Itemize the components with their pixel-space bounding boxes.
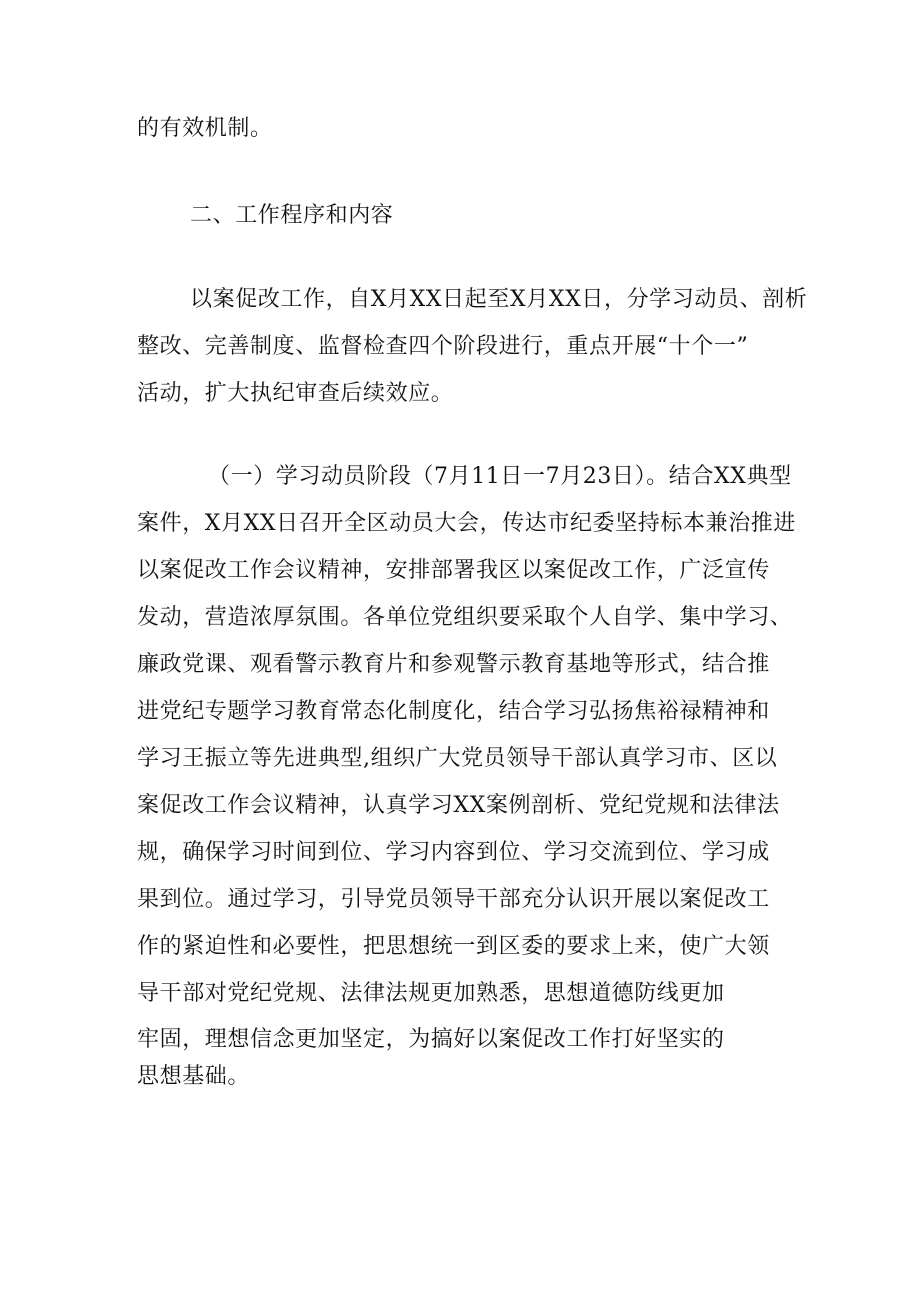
paragraph-line: 廉政党课、观看警示教育片和参观警示教育基地等形式，结合推 [137, 652, 770, 677]
paragraph-line: 整改、完善制度、监督检查四个阶段进行，重点开展“十个一” [137, 334, 749, 359]
paragraph-line: 牢固，理想信念更加坚定，为搞好以案促改工作打好坚实的 [137, 1027, 725, 1052]
paragraph-line: 思想基础。 [137, 1064, 251, 1089]
paragraph-line: 案促改工作会议精神，认真学习XX案例剖析、党纪党规和法律法 [137, 793, 780, 818]
section-heading: 二、工作程序和内容 [190, 203, 394, 228]
paragraph-line: 的有效机制。 [137, 116, 273, 141]
paragraph-line: 发动，营造浓厚氛围。各单位党组织要采取个人自学、集中学习、 [137, 605, 793, 630]
paragraph-line: 作的紧迫性和必要性，把思想统一到区委的要求上来，使广大领 [137, 934, 770, 959]
paragraph-line: 导干部对党纪党规、法律法规更加熟悉，思想道德防线更加 [137, 981, 725, 1006]
paragraph-line: 学习王振立等先进典型,组织广大党员领导干部认真学习市、区以 [137, 746, 778, 771]
paragraph-line: 活动，扩大执纪审查后续效应。 [137, 381, 454, 406]
paragraph-line: 规，确保学习时间到位、学习内容到位、学习交流到位、学习成 [137, 840, 770, 865]
paragraph-line: 以案促改工作会议精神，安排部署我区以案促改工作，广泛宣传 [137, 558, 770, 583]
paragraph-line: 进党纪专题学习教育常态化制度化，结合学习弘扬焦裕禄精神和 [137, 699, 770, 724]
paragraph-line: 案件，X月XX日召开全区动员大会，传达市纪委坚持标本兼治推进 [137, 511, 796, 536]
paragraph-line: 果到位。通过学习，引导党员领导干部充分认识开展以案促改工 [137, 887, 770, 912]
subsection-line: （一）学习动员阶段（7月11日一7月23日）。结合XX典型 [208, 464, 792, 489]
paragraph-line: 以案促改工作，自X月XX日起至X月XX日，分学习动员、剖析 [190, 287, 808, 312]
